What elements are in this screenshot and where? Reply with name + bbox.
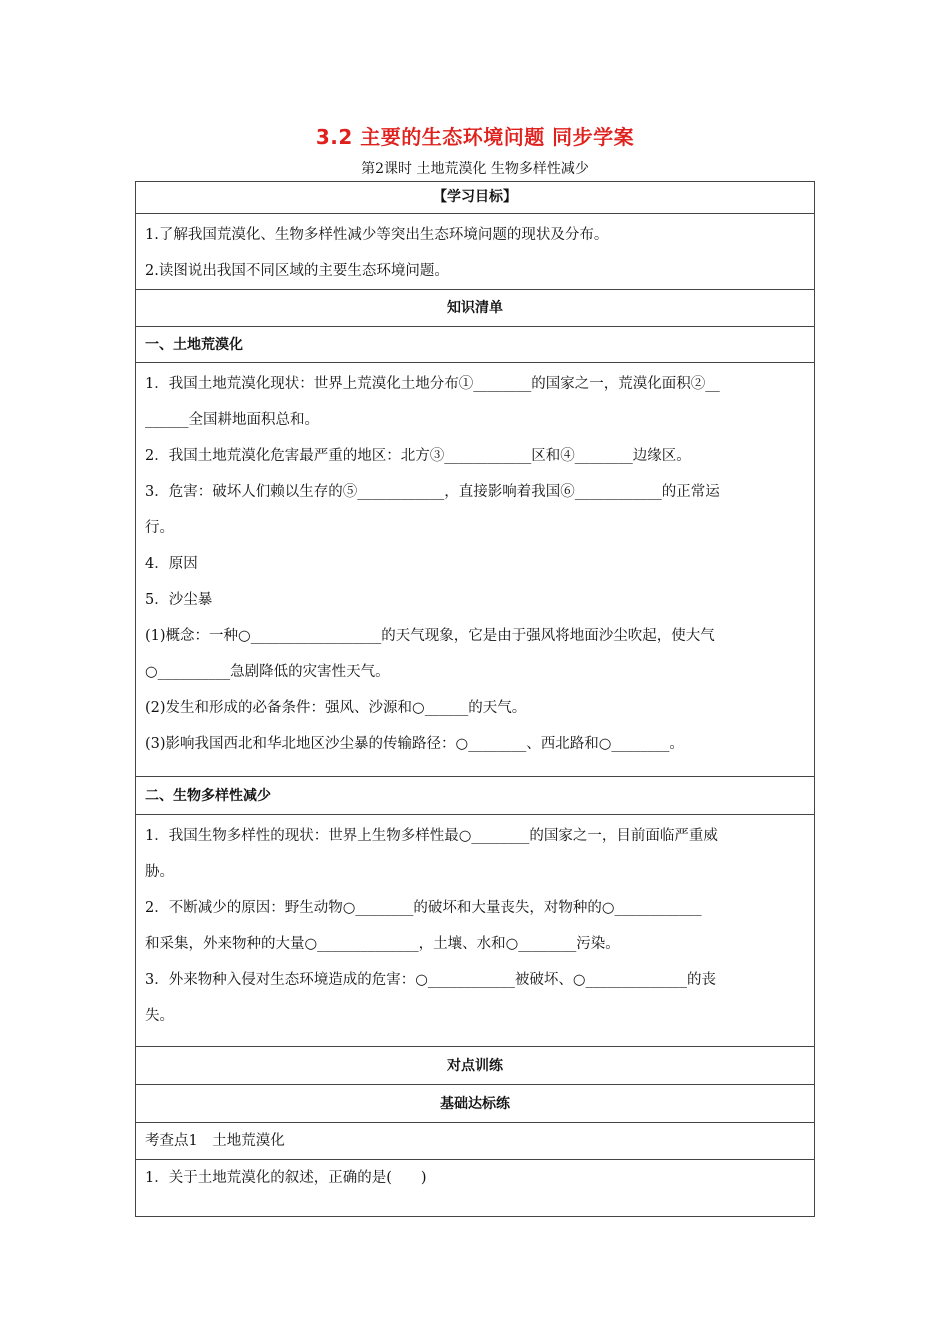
section1-line: 行。 xyxy=(145,520,174,536)
section2-heading: 二、生物多样性减少 xyxy=(136,776,814,814)
section2-line: 失。 xyxy=(145,1008,174,1024)
section2-line: 3．外来物种入侵对生态环境造成的危害：○____________被破坏、○______________的丧 xyxy=(145,972,717,988)
section1-line: 5．沙尘暴 xyxy=(145,592,213,608)
knowledge-header: 知识清单 xyxy=(136,289,814,326)
document-subtitle: 第2课时 土地荒漠化 生物多样性减少 xyxy=(361,161,589,177)
section1-line: (1)概念：一种○__________________的天气现象，它是由于强风将地面沙尘吹起，使大气 xyxy=(145,628,715,644)
practice-subheader: 基础达标练 xyxy=(136,1084,814,1122)
section2-line: 1．我国生物多样性的现状：世界上生物多样性最○________的国家之一，目前面临严重威 xyxy=(145,828,718,844)
section2-content xyxy=(136,814,814,1046)
objectives-header: 【学习目标】 xyxy=(433,189,517,205)
objective-item: 2.读图说出我国不同区域的主要生态环境问题。 xyxy=(145,263,449,279)
practice-header: 对点训练 xyxy=(136,1046,814,1084)
objectives-cell xyxy=(136,213,814,289)
section1-line: 4．原因 xyxy=(145,556,198,572)
question-1: 1．关于土地荒漠化的叙述，正确的是( ) xyxy=(136,1159,814,1216)
test-point: 考查点1 土地荒漠化 xyxy=(136,1122,814,1159)
section1-line: 1．我国土地荒漠化现状：世界上荒漠化土地分布①________的国家之一，荒漠化面积②__ xyxy=(145,376,720,392)
document-title: 3.2 主要的生态环境问题 同步学案 xyxy=(315,125,635,149)
section2-line: 胁。 xyxy=(145,864,174,880)
section1-line: (2)发生和形成的必备条件：强风、沙源和○______的天气。 xyxy=(145,700,527,716)
section1-line: 2．我国土地荒漠化危害最严重的地区：北方③____________区和④________边缘区。 xyxy=(145,448,691,464)
objective-item: 1.了解我国荒漠化、生物多样性减少等突出生态环境问题的现状及分布。 xyxy=(145,227,609,243)
section2-line: 2．不断减少的原因：野生动物○________的破坏和大量丧失，对物种的○____________ xyxy=(145,900,702,916)
section1-line: (3)影响我国西北和华北地区沙尘暴的传输路径：○________、西北路和○________。 xyxy=(145,736,684,752)
section2-line: 和采集，外来物种的大量○______________，土壤、水和○________污染。 xyxy=(145,936,620,952)
section1-line: ______全国耕地面积总和。 xyxy=(145,412,319,428)
section1-line: ○__________急剧降低的灾害性天气。 xyxy=(145,664,390,680)
section1-content xyxy=(136,362,814,776)
section1-line: 3．危害：破坏人们赖以生存的⑤____________，直接影响着我国⑥____________的正常运 xyxy=(145,484,720,500)
section1-heading: 一、土地荒漠化 xyxy=(136,326,814,362)
worksheet-table xyxy=(135,181,815,1217)
